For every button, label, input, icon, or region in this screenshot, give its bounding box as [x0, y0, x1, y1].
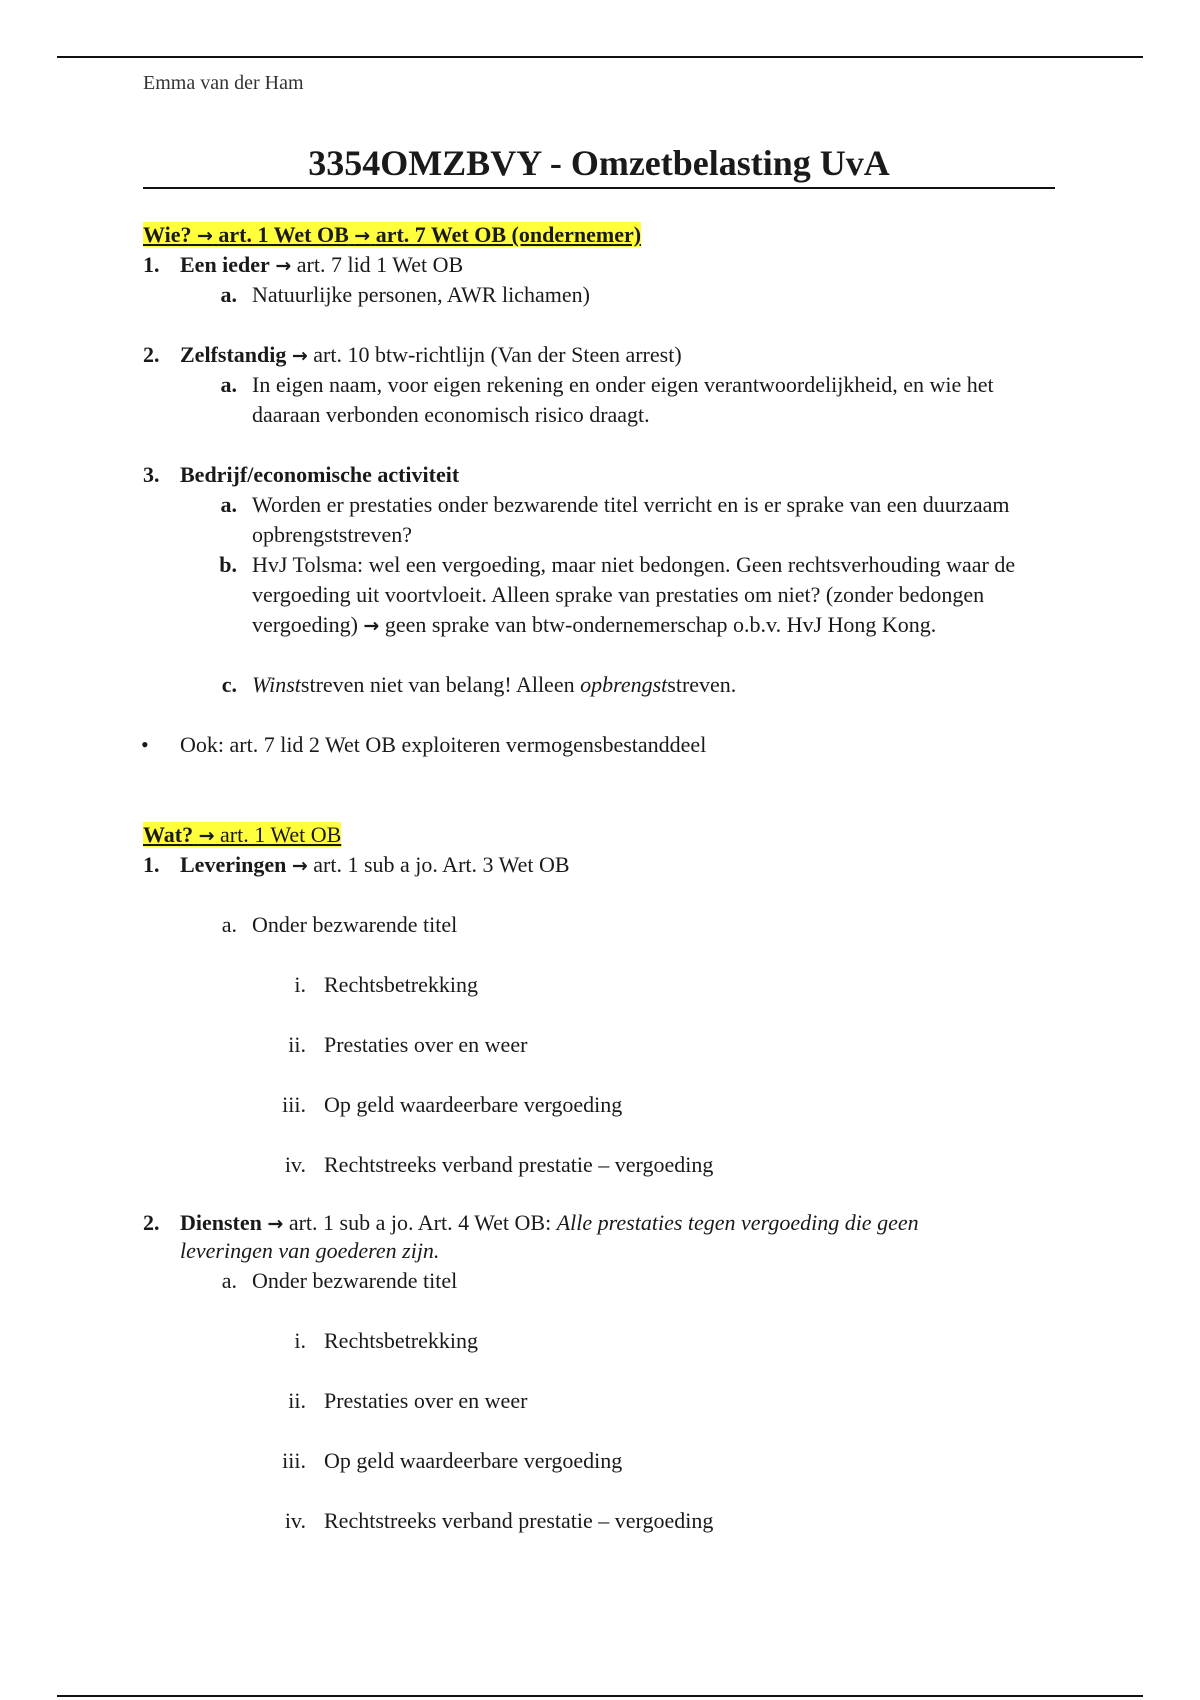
sub-letter: a. [220, 282, 237, 307]
roman-numeral: ii. [288, 1388, 306, 1413]
section-heading-wie: Wie? → art. 1 Wet OB → art. 7 Wet OB (ondernemer) [143, 222, 642, 247]
arrow-icon: → [363, 615, 380, 637]
sub-letter: a. [220, 372, 237, 397]
section-heading-wat: Wat? → art. 1 Wet OB [143, 822, 342, 847]
sub-item: Onder bezwarende titel [252, 912, 458, 937]
roman-item: Prestaties over en weer [324, 1388, 528, 1413]
arrow-icon: → [196, 225, 213, 247]
roman-item: Op geld waardeerbare vergoeding [324, 1092, 623, 1117]
author-name: Emma van der Ham [143, 72, 304, 94]
roman-item: Rechtsbetrekking [324, 1328, 478, 1353]
list-number: 2. [143, 1210, 160, 1235]
roman-numeral: i. [294, 972, 306, 997]
list-item: Bedrijf/economische activiteit [180, 462, 460, 487]
list-item: Leveringen → art. 1 sub a jo. Art. 3 Wet OB [180, 852, 570, 877]
sub-item: In eigen naam, voor eigen rekening en onder eigen verantwoordelijkheid, en wie het daaraan verbonden economisch risico draagt. [252, 372, 994, 427]
bullet-icon: • [141, 732, 149, 757]
arrow-icon: → [267, 1213, 284, 1235]
arrow-icon: → [275, 255, 292, 277]
arrow-icon: → [198, 825, 215, 847]
top-rule [57, 56, 1143, 58]
roman-item: Rechtstreeks verband prestatie – vergoeding [324, 1508, 714, 1533]
arrow-icon: → [291, 345, 308, 367]
roman-item: Prestaties over en weer [324, 1032, 528, 1057]
roman-item: Rechtstreeks verband prestatie – vergoeding [324, 1152, 714, 1177]
list-number: 2. [143, 342, 160, 367]
bullet-item: Ook: art. 7 lid 2 Wet OB exploiteren vermogensbestanddeel [180, 732, 707, 757]
document-title: 3354OMZBVY - Omzetbelasting UvA [308, 143, 890, 183]
roman-numeral: ii. [288, 1032, 306, 1057]
list-number: 1. [143, 852, 160, 877]
sub-item: Onder bezwarende titel [252, 1268, 458, 1293]
roman-numeral: iii. [282, 1448, 306, 1473]
list-number: 3. [143, 462, 160, 487]
sub-letter: b. [219, 552, 237, 577]
roman-item: Rechtsbetrekking [324, 972, 478, 997]
roman-item: Op geld waardeerbare vergoeding [324, 1448, 623, 1473]
sub-letter: a. [221, 1268, 237, 1293]
sub-item: Worden er prestaties onder bezwarende titel verricht en is er sprake van een duurzaam opbrengststreven? [252, 492, 1010, 547]
arrow-icon: → [291, 855, 308, 877]
roman-numeral: iv. [284, 1508, 306, 1533]
title-underline [143, 187, 1055, 189]
sub-item: Natuurlijke personen, AWR lichamen) [252, 282, 590, 307]
sub-letter: a. [221, 912, 237, 937]
list-number: 1. [143, 252, 160, 277]
list-item: Diensten → art. 1 sub a jo. Art. 4 Wet OB: Alle prestaties tegen vergoeding die geen [180, 1210, 919, 1235]
roman-numeral: iv. [284, 1152, 306, 1177]
sub-letter: c. [221, 672, 237, 697]
bottom-rule [57, 1695, 1143, 1697]
arrow-icon: → [354, 225, 371, 247]
sub-item: Winststreven niet van belang! Alleen opbrengststreven. [252, 672, 737, 697]
roman-numeral: i. [294, 1328, 306, 1353]
list-item-continuation: leveringen van goederen zijn. [180, 1238, 440, 1263]
sub-item: HvJ Tolsma: wel een vergoeding, maar niet bedongen. Geen rechtsverhouding waar de vergoeding uit voortvloeit. Alleen sprake van prestaties om niet? (zonder bedongen vergoeding) → geen sprake van btw-ondernemerschap o.b.v. HvJ Hong Kong. [252, 552, 1016, 637]
list-item: Een ieder → art. 7 lid 1 Wet OB [180, 252, 464, 277]
sub-letter: a. [220, 492, 237, 517]
roman-numeral: iii. [282, 1092, 306, 1117]
list-item: Zelfstandig → art. 10 btw-richtlijn (Van der Steen arrest) [180, 342, 682, 367]
